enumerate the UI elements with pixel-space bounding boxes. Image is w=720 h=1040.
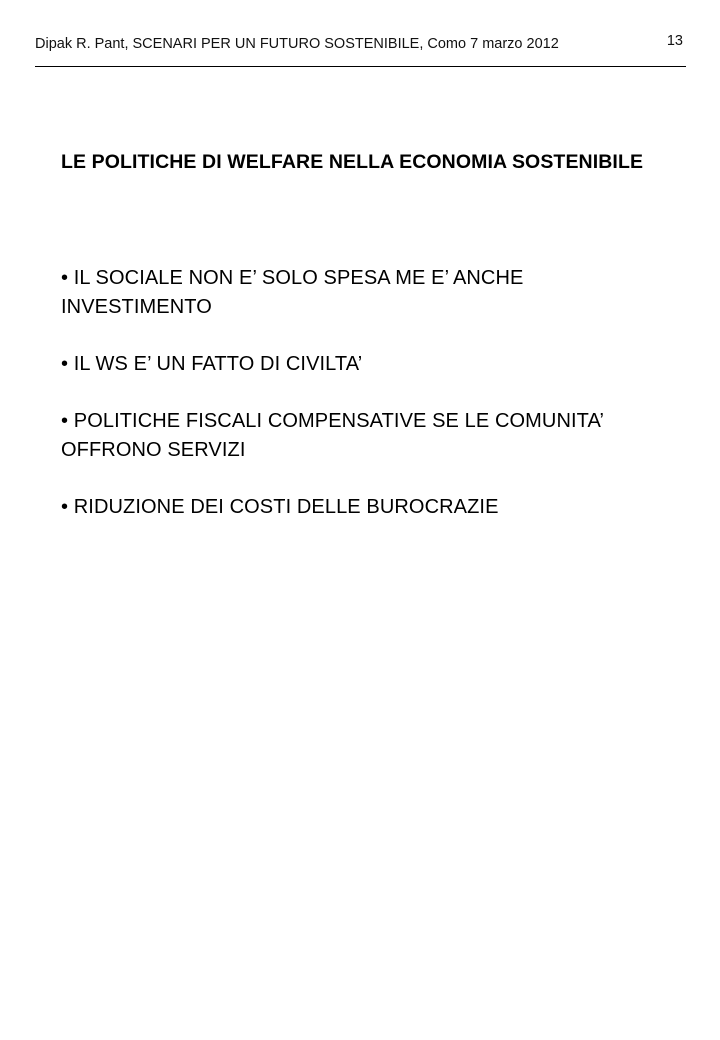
bullet-item: • RIDUZIONE DEI COSTI DELLE BUROCRAZIE [61, 496, 499, 518]
bullet-item: • POLITICHE FISCALI COMPENSATIVE SE LE COMUNITA’ OFFRONO SERVIZI [61, 410, 604, 461]
slide-content [61, 148, 661, 518]
bullet-item: • IL WS E’ UN FATTO DI CIVILTA’ [61, 353, 363, 375]
page-number: 13 [666, 33, 683, 49]
header-divider [35, 66, 686, 67]
bullet-item: • IL SOCIALE NON E’ SOLO SPESA ME E’ ANCHE INVESTIMENTO [61, 267, 524, 318]
bullet-list [61, 264, 661, 550]
running-title: Dipak R. Pant, SCENARI PER UN FUTURO SOSTENIBILE, Como 7 marzo 2012 [35, 36, 559, 52]
slide-title: LE POLITICHE DI WELFARE NELLA ECONOMIA SOSTENIBILE [61, 151, 644, 173]
page-header [35, 33, 686, 58]
